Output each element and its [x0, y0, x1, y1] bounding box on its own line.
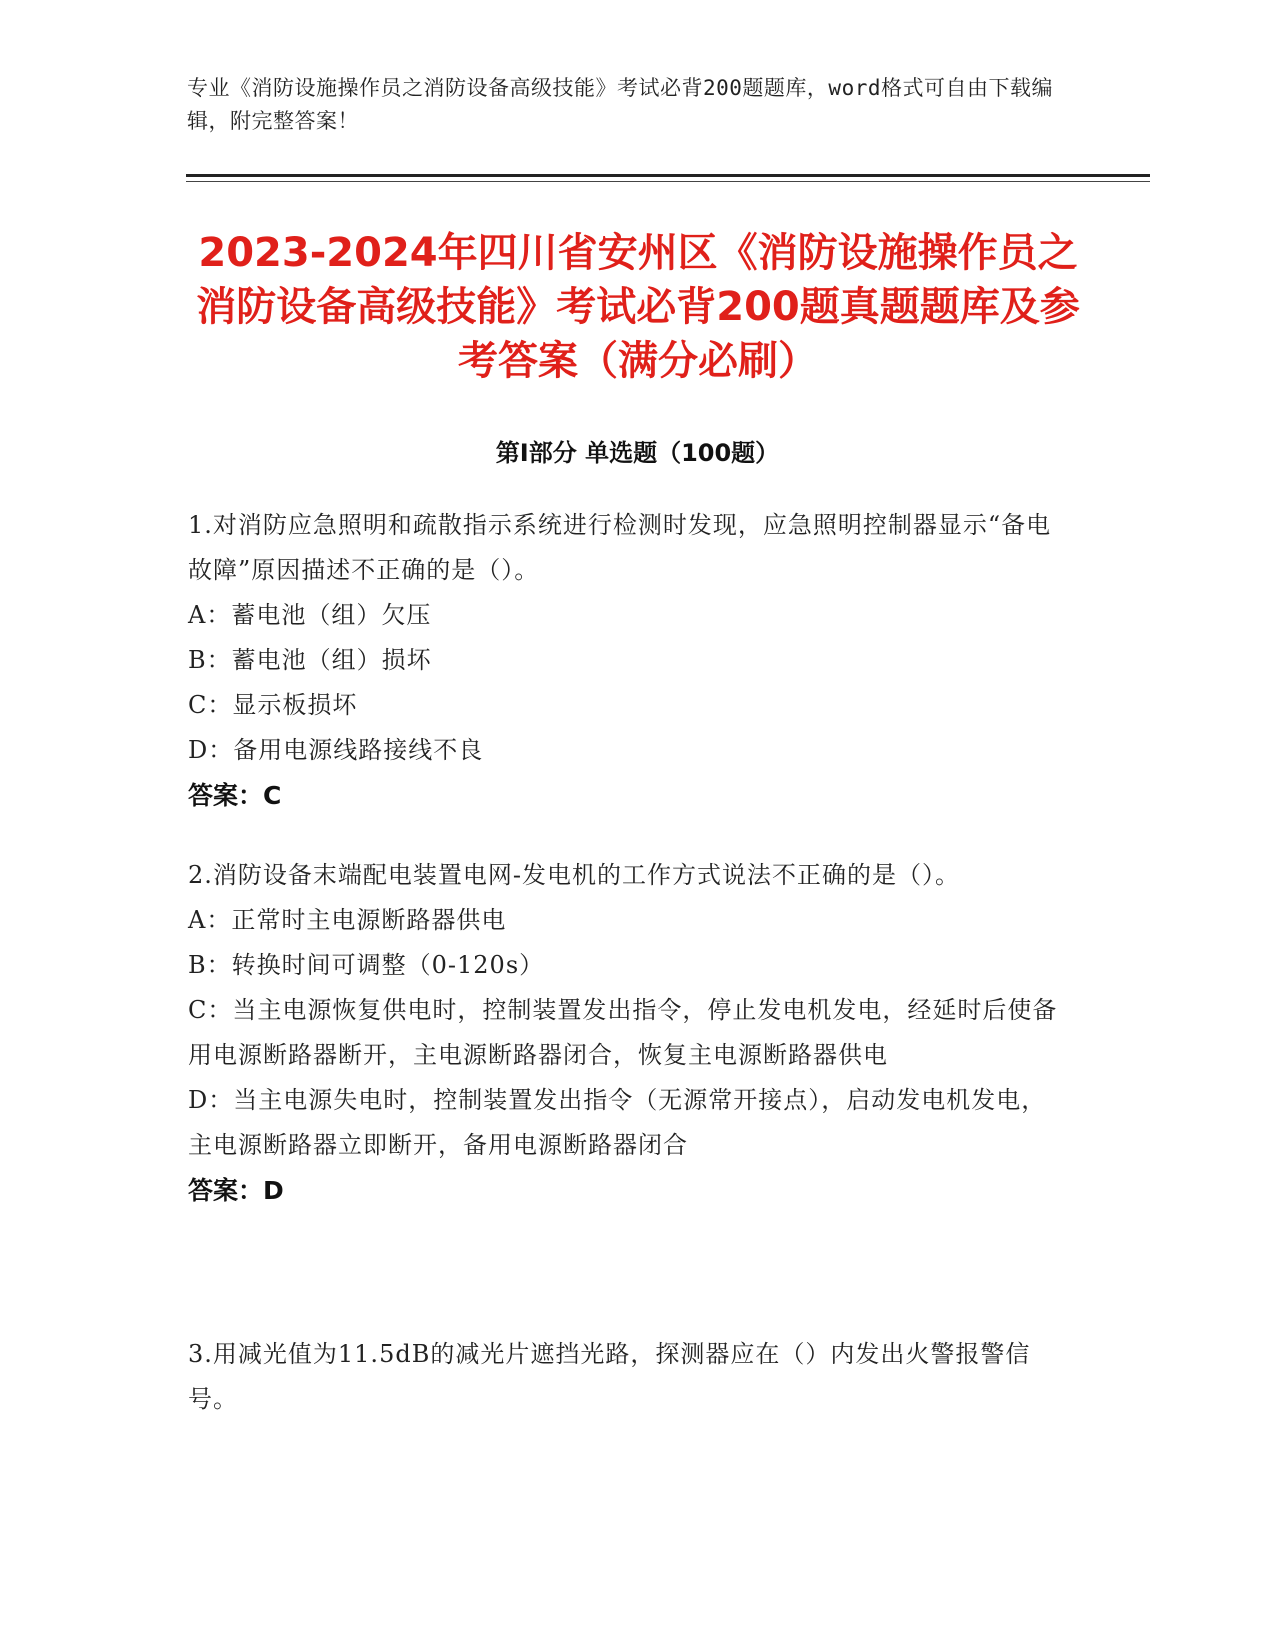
option-a: A：正常时主电源断路器供电 — [188, 906, 507, 934]
option-c: C：显示板损坏 — [188, 691, 358, 719]
option-d: D：备用电源线路接线不良 — [188, 736, 484, 764]
question-stem: 2.消防设备末端配电装置电网-发电机的工作方式说法不正确的是（）。 — [188, 861, 961, 889]
section-heading: 第Ⅰ部分 单选题（100题） — [495, 439, 780, 467]
option-a: A：蓄电池（组）欠压 — [188, 601, 432, 629]
question-stem: 1.对消防应急照明和疏散指示系统进行检测时发现，应急照明控制器显示“备电故障”原因描述不正确的是（）。 — [188, 511, 1052, 584]
option-b: B：蓄电池（组）损坏 — [188, 646, 432, 674]
option-c: C：当主电源恢复供电时，控制装置发出指令，停止发电机发电，经延时后使备用电源断路器断开，主电源断路器闭合，恢复主电源断路器供电 — [188, 996, 1058, 1069]
header-divider-thin — [186, 181, 1150, 182]
question-2 — [188, 853, 1068, 1213]
question-1 — [188, 503, 1068, 818]
question-3 — [188, 1332, 1068, 1422]
answer: 答案：C — [188, 781, 282, 810]
option-d: D：当主电源失电时，控制装置发出指令（无源常开接点），启动发电机发电，主电源断路器立即断开，备用电源断路器闭合 — [188, 1086, 1047, 1159]
header-note: 专业《消防设施操作员之消防设备高级技能》考试必背200题题库，word格式可自由下载编辑，附完整答案！ — [187, 76, 1053, 133]
header-divider-thick — [186, 174, 1150, 177]
document-title: 2023-2024年四川省安州区《消防设施操作员之消防设备高级技能》考试必背200题真题题库及参考答案（满分必刷） — [196, 230, 1080, 384]
question-stem: 3.用减光值为11.5dB的减光片遮挡光路，探测器应在（）内发出火警报警信号。 — [188, 1340, 1031, 1413]
option-b: B：转换时间可调整（0-120s） — [188, 951, 545, 979]
answer: 答案：D — [188, 1176, 284, 1205]
